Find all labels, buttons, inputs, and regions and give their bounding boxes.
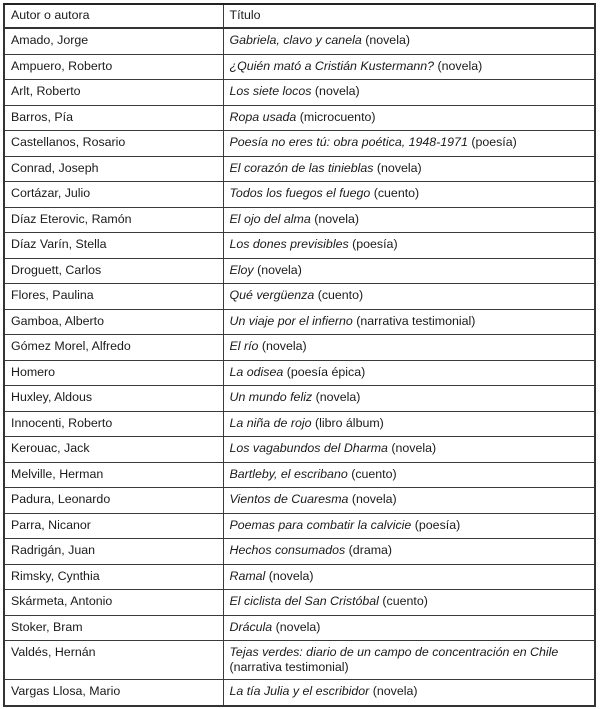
table-row xyxy=(4,462,595,488)
author-cell: Droguett, Carlos xyxy=(4,258,223,284)
author-cell: Barros, Pía xyxy=(4,105,223,131)
title-cell xyxy=(223,309,595,335)
title-cell xyxy=(223,386,595,412)
title-cell xyxy=(223,182,595,208)
genre-label: (narrativa testimonial) xyxy=(356,313,476,328)
genre-label: (poesía) xyxy=(471,135,517,149)
title-cell xyxy=(223,360,595,386)
book-title: Ramal xyxy=(229,568,266,583)
header-title: Título xyxy=(223,4,595,28)
table-row xyxy=(4,156,595,182)
genre-label: (poesía) xyxy=(414,517,461,532)
book-title: El corazón de las tinieblas xyxy=(229,160,374,175)
title-cell xyxy=(223,641,595,680)
table-row xyxy=(4,54,595,80)
table-row xyxy=(4,335,595,361)
header-author: Autor o autora xyxy=(4,4,223,28)
author-cell: Padura, Leonardo xyxy=(4,488,223,514)
author-cell: Melville, Herman xyxy=(4,462,223,488)
table-row xyxy=(4,131,595,157)
genre-label: (microcuento) xyxy=(299,109,376,124)
book-title: El río xyxy=(229,339,259,353)
genre-label: (novela) xyxy=(268,568,314,583)
table-row xyxy=(4,360,595,386)
book-title: Hechos consumados xyxy=(229,543,346,557)
book-title: Gabriela, clavo y canela xyxy=(229,33,362,47)
reading-list-table xyxy=(3,3,596,707)
title-cell xyxy=(223,488,595,514)
genre-label: (novela) xyxy=(391,441,437,455)
title-cell xyxy=(223,28,595,54)
author-cell: Arlt, Roberto xyxy=(4,80,223,106)
author-cell: Huxley, Aldous xyxy=(4,386,223,412)
table-row xyxy=(4,284,595,310)
title-cell xyxy=(223,105,595,131)
title-cell xyxy=(223,539,595,565)
book-title: Un viaje por el infierno xyxy=(229,313,353,328)
author-cell: Ampuero, Roberto xyxy=(4,54,223,80)
table-row xyxy=(4,488,595,514)
book-title: La niña de rojo xyxy=(229,415,312,430)
author-cell: Flores, Paulina xyxy=(4,284,223,310)
table-row xyxy=(4,182,595,208)
author-cell: Radrigán, Juan xyxy=(4,539,223,565)
genre-label: (novela) xyxy=(261,339,307,353)
genre-label: (novela) xyxy=(275,619,321,634)
author-cell: Parra, Nicanor xyxy=(4,513,223,539)
table-row xyxy=(4,28,595,54)
title-cell xyxy=(223,680,595,706)
genre-label: (novela) xyxy=(314,211,359,226)
table-row xyxy=(4,258,595,284)
author-cell: Cortázar, Julio xyxy=(4,182,223,208)
author-cell: Innocenti, Roberto xyxy=(4,411,223,437)
table-row xyxy=(4,386,595,412)
book-title: Los siete locos xyxy=(229,84,312,98)
table-row xyxy=(4,105,595,131)
genre-label: (novela) xyxy=(372,684,418,698)
title-cell xyxy=(223,564,595,590)
book-title: Todos los fuegos el fuego xyxy=(229,186,371,200)
genre-label: (narrativa testimonial) xyxy=(229,660,349,674)
author-cell: Skármeta, Antonio xyxy=(4,590,223,616)
table-row xyxy=(4,641,595,680)
book-title: Qué vergüenza xyxy=(229,288,315,302)
book-title: Ropa usada xyxy=(229,109,297,124)
title-cell xyxy=(223,462,595,488)
table-row xyxy=(4,615,595,641)
table-row xyxy=(4,564,595,590)
title-cell xyxy=(223,335,595,361)
table-body xyxy=(4,28,595,706)
genre-label: (novela) xyxy=(376,160,422,175)
genre-label: (novela) xyxy=(351,492,397,506)
genre-label: (cuento) xyxy=(317,288,364,302)
book-title: Poesía no eres tú: obra poética, 1948-1971 xyxy=(229,135,468,149)
title-cell xyxy=(223,590,595,616)
genre-label: (cuento) xyxy=(373,186,420,200)
table-row xyxy=(4,207,595,233)
book-title: Vientos de Cuaresma xyxy=(229,492,349,506)
book-title: Los vagabundos del Dharma xyxy=(229,441,388,455)
table-row xyxy=(4,513,595,539)
title-cell xyxy=(223,54,595,80)
genre-label: (novela) xyxy=(315,390,361,404)
book-title: Los dones previsibles xyxy=(229,237,349,251)
title-cell xyxy=(223,80,595,106)
book-title: Un mundo feliz xyxy=(229,390,313,404)
genre-label: (cuento) xyxy=(382,594,428,608)
genre-label: (novela) xyxy=(365,33,410,47)
title-cell xyxy=(223,437,595,463)
book-title: La odisea xyxy=(229,364,284,379)
title-cell xyxy=(223,233,595,259)
book-title: Bartleby, el escribano xyxy=(229,466,348,481)
author-cell: Castellanos, Rosario xyxy=(4,131,223,157)
table-row xyxy=(4,309,595,335)
table-row xyxy=(4,411,595,437)
title-cell xyxy=(223,207,595,233)
table-row xyxy=(4,539,595,565)
author-cell: Díaz Eterovic, Ramón xyxy=(4,207,223,233)
table-header-row xyxy=(4,4,595,28)
genre-label: (cuento) xyxy=(351,466,397,481)
author-cell: Kerouac, Jack xyxy=(4,437,223,463)
title-cell xyxy=(223,156,595,182)
table-row xyxy=(4,437,595,463)
book-title: ¿Quién mató a Cristián Kustermann? xyxy=(229,58,435,73)
genre-label: (drama) xyxy=(348,543,393,557)
genre-label: (novela) xyxy=(437,58,483,73)
author-cell: Stoker, Bram xyxy=(4,615,223,641)
book-title: El ojo del alma xyxy=(229,211,311,226)
author-cell: Valdés, Hernán xyxy=(4,641,223,680)
author-cell: Díaz Varín, Stella xyxy=(4,233,223,259)
book-title: Eloy xyxy=(229,262,254,277)
table-row xyxy=(4,590,595,616)
title-cell xyxy=(223,411,595,437)
author-cell: Homero xyxy=(4,360,223,386)
book-title: Drácula xyxy=(229,619,273,634)
book-title: Tejas verdes: diario de un campo de concentración en Chile xyxy=(229,645,559,659)
title-cell xyxy=(223,615,595,641)
genre-label: (poesía) xyxy=(352,237,398,251)
genre-label: (novela) xyxy=(314,84,360,98)
book-title: Poemas para combatir la calvicie xyxy=(229,517,412,532)
book-title: El ciclista del San Cristóbal xyxy=(229,594,379,608)
table-row xyxy=(4,233,595,259)
table-row xyxy=(4,80,595,106)
title-cell xyxy=(223,258,595,284)
title-cell xyxy=(223,131,595,157)
author-cell: Gómez Morel, Alfredo xyxy=(4,335,223,361)
author-cell: Conrad, Joseph xyxy=(4,156,223,182)
table-row xyxy=(4,680,595,706)
title-cell xyxy=(223,513,595,539)
author-cell: Amado, Jorge xyxy=(4,28,223,54)
genre-label: (poesía épica) xyxy=(286,364,366,379)
author-cell: Gamboa, Alberto xyxy=(4,309,223,335)
author-cell: Vargas Llosa, Mario xyxy=(4,680,223,706)
book-title: La tía Julia y el escribidor xyxy=(229,684,370,698)
genre-label: (libro álbum) xyxy=(314,415,384,430)
author-cell: Rimsky, Cynthia xyxy=(4,564,223,590)
genre-label: (novela) xyxy=(257,262,302,277)
title-cell xyxy=(223,284,595,310)
